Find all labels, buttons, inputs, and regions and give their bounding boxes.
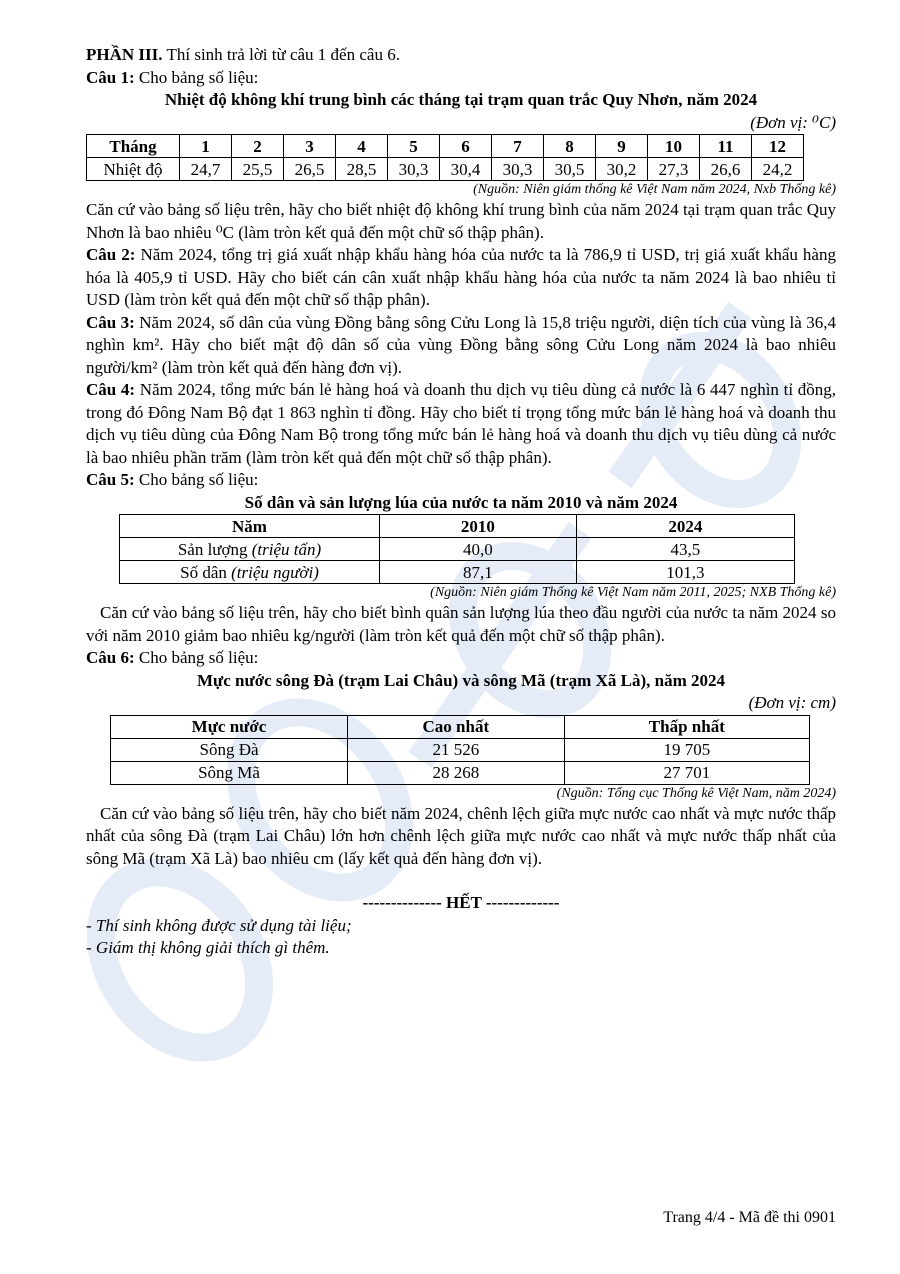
q5-header-row [120,515,795,538]
q6-label: Câu 6: [86,648,135,667]
q2-text: Năm 2024, tổng trị giá xuất nhập khẩu hàng hóa của nước ta là 786,9 tỉ USD, trị giá xuất khẩu hàng hóa là 405,9 tỉ USD. Hãy cho biết cán cân xuất nhập khẩu hàng hóa của nước ta năm 2024 là bao nhiêu tỉ USD (làm tròn kết quả đến một chữ số thập phân). [86,245,836,309]
q3-text: Năm 2024, số dân của vùng Đồng bằng sông Cửu Long là 15,8 triệu người, diện tích của vùng là 36,4 nghìn km². Hãy cho biết mật độ dân số của vùng Đồng bằng sông Cửu Long năm 2024 là bao nhiêu người/km² (làm tròn kết quả đến hàng đơn vị). [86,312,836,377]
q5-intro-text: Cho bảng số liệu: [138,470,259,489]
q5-value-2010: 87,1 [380,561,577,584]
q1-temp: 30,3 [388,158,440,181]
part-instruction: Thí sinh trả lời từ câu 1 đến câu 6. [166,45,400,64]
table-row [111,738,810,761]
q5-value-2024: 43,5 [576,538,794,561]
q6-max-value: 28 268 [348,761,565,784]
q1-temp: 24,2 [752,158,804,181]
q3 [86,312,836,380]
q6-unit: (Đơn vị: cm) [748,693,836,712]
q6-min-value: 19 705 [564,738,809,761]
q1-label: Câu 1: [86,67,135,87]
q5-rice-table [119,514,795,584]
q1-table-title: Nhiệt độ không khí trung bình các tháng tại trạm quan trắc Quy Nhơn, năm 2024 [164,90,758,109]
q1-month: 11 [700,135,752,158]
q6-intro [86,647,836,670]
q1-temp: 25,5 [232,158,284,181]
q2-label: Câu 2: [86,245,136,264]
q5-header-year-label: Năm [120,515,380,538]
q1-month: 5 [388,135,440,158]
table-row [120,538,795,561]
q5-value-2024: 101,3 [576,561,794,584]
q5-row-name: Số dân [180,562,232,582]
q4-label: Câu 4: [86,380,136,399]
q6-max-value: 21 526 [348,738,565,761]
q6-header-min: Thấp nhất [564,715,809,738]
q5-row-name: Sản lượng [177,539,252,559]
q1-data-row [87,158,804,181]
q5-value-2010: 40,0 [380,538,577,561]
q1-temp: 30,3 [492,158,544,181]
q1-temp: 26,5 [284,158,336,181]
q6-river-name: Sông Đà [111,738,348,761]
q6-source: (Nguồn: Tổng cục Thống kê Việt Nam, năm 2024) [556,785,836,801]
part-heading [86,44,836,67]
q1-temp: 30,2 [596,158,648,181]
q1-temp: 24,7 [180,158,232,181]
end-mark: -------------- HẾT ------------- [362,893,560,912]
q6-water-level-table [110,715,810,785]
table-row [120,561,795,584]
q1-intro [86,67,836,90]
q1-month: 12 [752,135,804,158]
q1-temp: 30,4 [440,158,492,181]
q6-header-max: Cao nhất [348,715,565,738]
q1-temp: 27,3 [648,158,700,181]
q5-row-label [120,538,380,561]
q5-table-title: Số dân và sản lượng lúa của nước ta năm 2010 và năm 2024 [244,492,678,512]
q1-intro-text: Cho bảng số liệu: [138,67,259,87]
q1-month: 4 [336,135,388,158]
q1-month: 9 [596,135,648,158]
q1-temp: 30,5 [544,158,596,181]
q1-temp: 26,6 [700,158,752,181]
q3-label: Câu 3: [86,312,135,332]
q6-intro-text: Cho bảng số liệu: [138,648,259,667]
q1-month: 2 [232,135,284,158]
q6-header-river: Mực nước [111,715,348,738]
q1-row-label: Nhiệt độ [87,158,180,181]
q2 [86,244,836,312]
note-item: - Giám thị không giải thích gì thêm. [86,938,330,957]
q1-month: 6 [440,135,492,158]
q5-row-label [120,561,380,584]
page-footer: Trang 4/4 - Mã đề thi 0901 [663,1209,836,1226]
q1-header-label: Tháng [87,135,180,158]
q6-header-row [111,715,810,738]
q1-month: 7 [492,135,544,158]
q1-unit: (Đơn vị: ⁰C) [750,112,836,132]
q1-month: 10 [648,135,700,158]
note-item: - Thí sinh không được sử dụng tài liệu; [86,915,352,935]
q4-text: Năm 2024, tổng mức bán lẻ hàng hoá và doanh thu dịch vụ tiêu dùng cả nước là 6 447 nghìn tỉ đồng, trong đó Đông Nam Bộ đạt 1 863 nghìn tỉ đồng. Hãy cho biết tỉ trọng tổng mức bán lẻ hàng hoá và doanh thu dịch vụ tiêu dùng của Đông Nam Bộ trong tổng mức bán lẻ hàng hoá và doanh thu dịch vụ tiêu dùng cả nước là bao nhiêu phần trăm (làm tròn kết quả đến một chữ số thập phân). [86,380,837,467]
table-row [111,761,810,784]
q1-header-row [87,135,804,158]
q1-month: 8 [544,135,596,158]
q1-temp: 28,5 [336,158,388,181]
part-title: PHẦN III. [86,45,163,64]
q1-source: (Nguồn: Niên giám thống kê Việt Nam năm 2024, Nxb Thống kê) [473,182,836,197]
q6-table-title: Mực nước sông Đà (trạm Lai Châu) và sông Mã (trạm Xã Là), năm 2024 [197,670,725,690]
q1-month: 3 [284,135,336,158]
q6-question: Căn cứ vào bảng số liệu trên, hãy cho biết năm 2024, chênh lệch giữa mực nước cao nhất và mực nước thấp nhất của sông Đà (trạm Lai Châu) lớn hơn chênh lệch giữa mực nước cao nhất và mực nước thấp nhất của sông Mã (trạm Xã Là) bao nhiêu cm (lấy kết quả đến hàng đơn vị). [86,803,836,868]
q5-source: (Nguồn: Niên giám Thống kê Việt Nam năm 2011, 2025; NXB Thống kê) [430,585,836,600]
q1-month: 1 [180,135,232,158]
q5-header-2024: 2024 [576,515,794,538]
q1-temperature-table [86,134,804,181]
q5-question: Căn cứ vào bảng số liệu trên, hãy cho biết bình quân sản lượng lúa theo đầu người của nước ta năm 2024 so với năm 2010 giảm bao nhiêu kg/người (làm tròn kết quả đến một chữ số thập phân). [86,603,836,645]
q4 [86,379,836,469]
exam-content [86,44,836,960]
q5-header-2010: 2010 [380,515,577,538]
q5-intro [86,469,836,492]
q5-row-unit: (triệu tấn) [251,539,322,559]
q6-min-value: 27 701 [564,761,809,784]
q6-river-name: Sông Mã [111,761,348,784]
q5-row-unit: (triệu người) [231,562,319,582]
q5-label: Câu 5: [86,470,135,489]
q1-question: Căn cứ vào bảng số liệu trên, hãy cho biết nhiệt độ không khí trung bình của năm 2024 tại trạm quan trắc Quy Nhơn là bao nhiêu ⁰C (làm tròn kết quả đến một chữ số thập phân). [86,200,836,242]
